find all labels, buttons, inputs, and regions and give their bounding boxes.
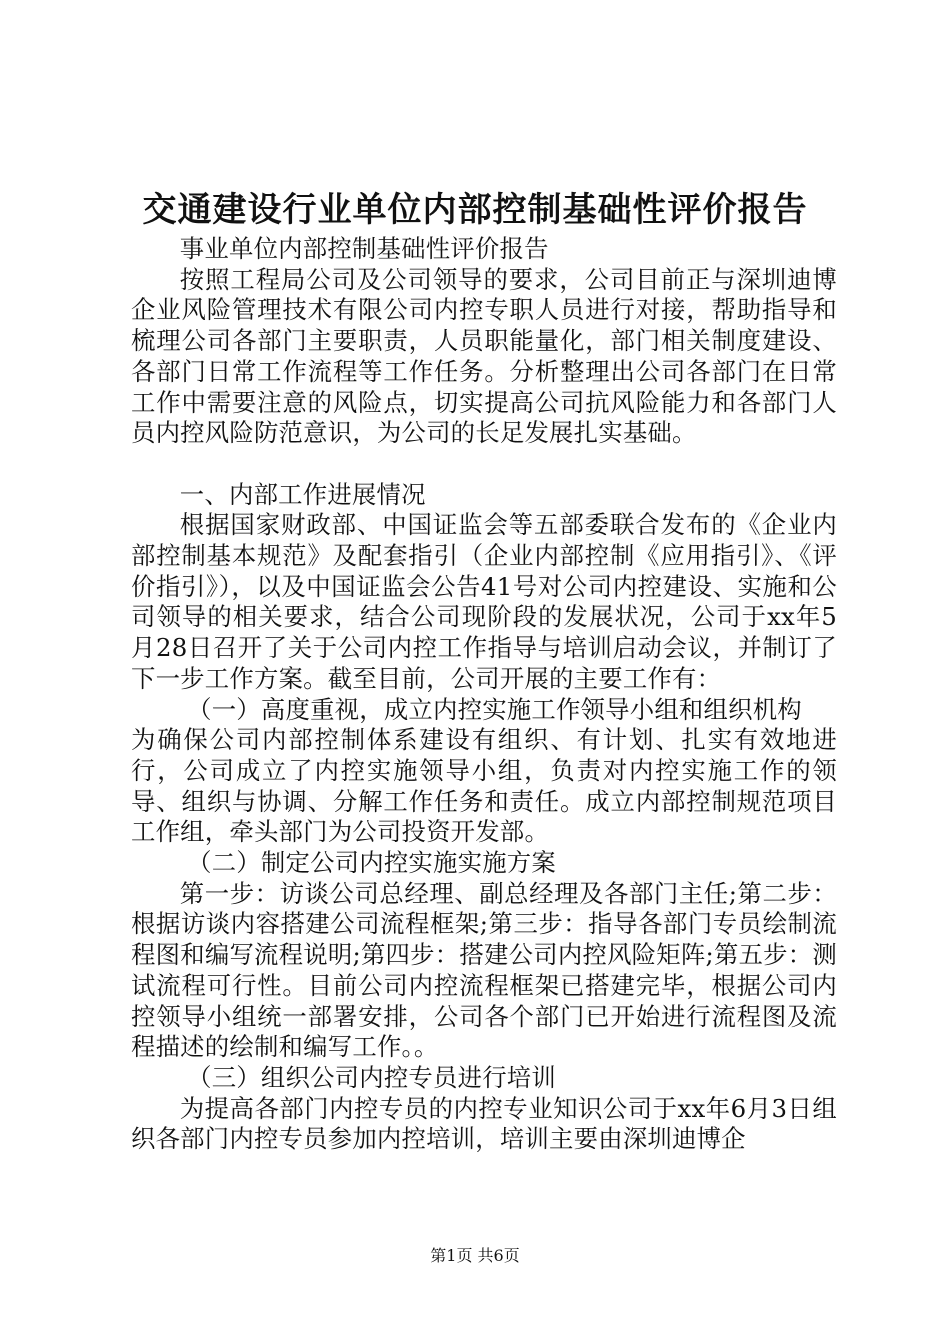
subsection-heading-1: （一）高度重视，成立内控实施工作领导小组和组织机构 xyxy=(187,694,802,724)
subsection-paragraph-2: 第一步：访谈公司总经理、副总经理及各部门主任;第二步：根据访谈内容搭建公司流程框架;第三步：指导各部门专员绘制流程图和编写流程说明;第四步：搭建公司内控风险矩阵;第五步：测试流程可行性。目前公司内控流程框架已搭建完毕，根据公司内控领导小组统一部署安排，公司各个部门已开始进行流程图及流程描述的绘制和编写工作。。 xyxy=(131,878,837,1062)
subsection-heading-2: （二）制定公司内控实施实施方案 xyxy=(187,848,556,878)
document-title: 交通建设行业单位内部控制基础性评价报告 xyxy=(142,190,808,230)
intro-paragraph: 按照工程局公司及公司领导的要求，公司目前正与深圳迪博企业风险管理技术有限公司内控专职人员进行对接，帮助指导和梳理公司各部门主要职责，人员职能量化，部门相关制度建设、各部门日常工作流程等工作任务。分析整理出公司各部门在日常工作中需要注意的风险点，切实提高公司抗风险能力和各部门人员内控风险防范意识，为公司的长足发展扎实基础。 xyxy=(131,264,837,448)
document-body xyxy=(131,234,837,1155)
subsection-paragraph-3: 为提高各部门内控专员的内控专业知识公司于xx年6月3日组织各部门内控专员参加内控培训，培训主要由深圳迪博企 xyxy=(131,1093,837,1154)
subsection-paragraph-1: 为确保公司内部控制体系建设有组织、有计划、扎实有效地进行，公司成立了内控实施领导小组，负责对内控实施工作的领导、组织与协调、分解工作任务和责任。成立内部控制规范项目工作组，牵头部门为公司投资开发部。 xyxy=(131,725,837,847)
page-number-footer: 第1页 共6页 xyxy=(430,1246,520,1265)
section-heading: 一、内部工作进展情况 xyxy=(179,479,426,509)
section-paragraph: 根据国家财政部、中国证监会等五部委联合发布的《企业内部控制基本规范》及配套指引（企业内部控制《应用指引》、《评价指引》），以及中国证监会公告41号对公司内控建设、实施和公司领导的相关要求，结合公司现阶段的发展状况，公司于xx年5月28日召开了关于公司内控工作指导与培训启动会议，并制订了下一步工作方案。截至目前，公司开展的主要工作有： xyxy=(131,510,837,693)
document-subtitle: 事业单位内部控制基础性评价报告 xyxy=(179,234,549,263)
paragraph-gap xyxy=(131,449,837,480)
subsection-heading-3: （三）组织公司内控专员进行培训 xyxy=(187,1062,556,1092)
